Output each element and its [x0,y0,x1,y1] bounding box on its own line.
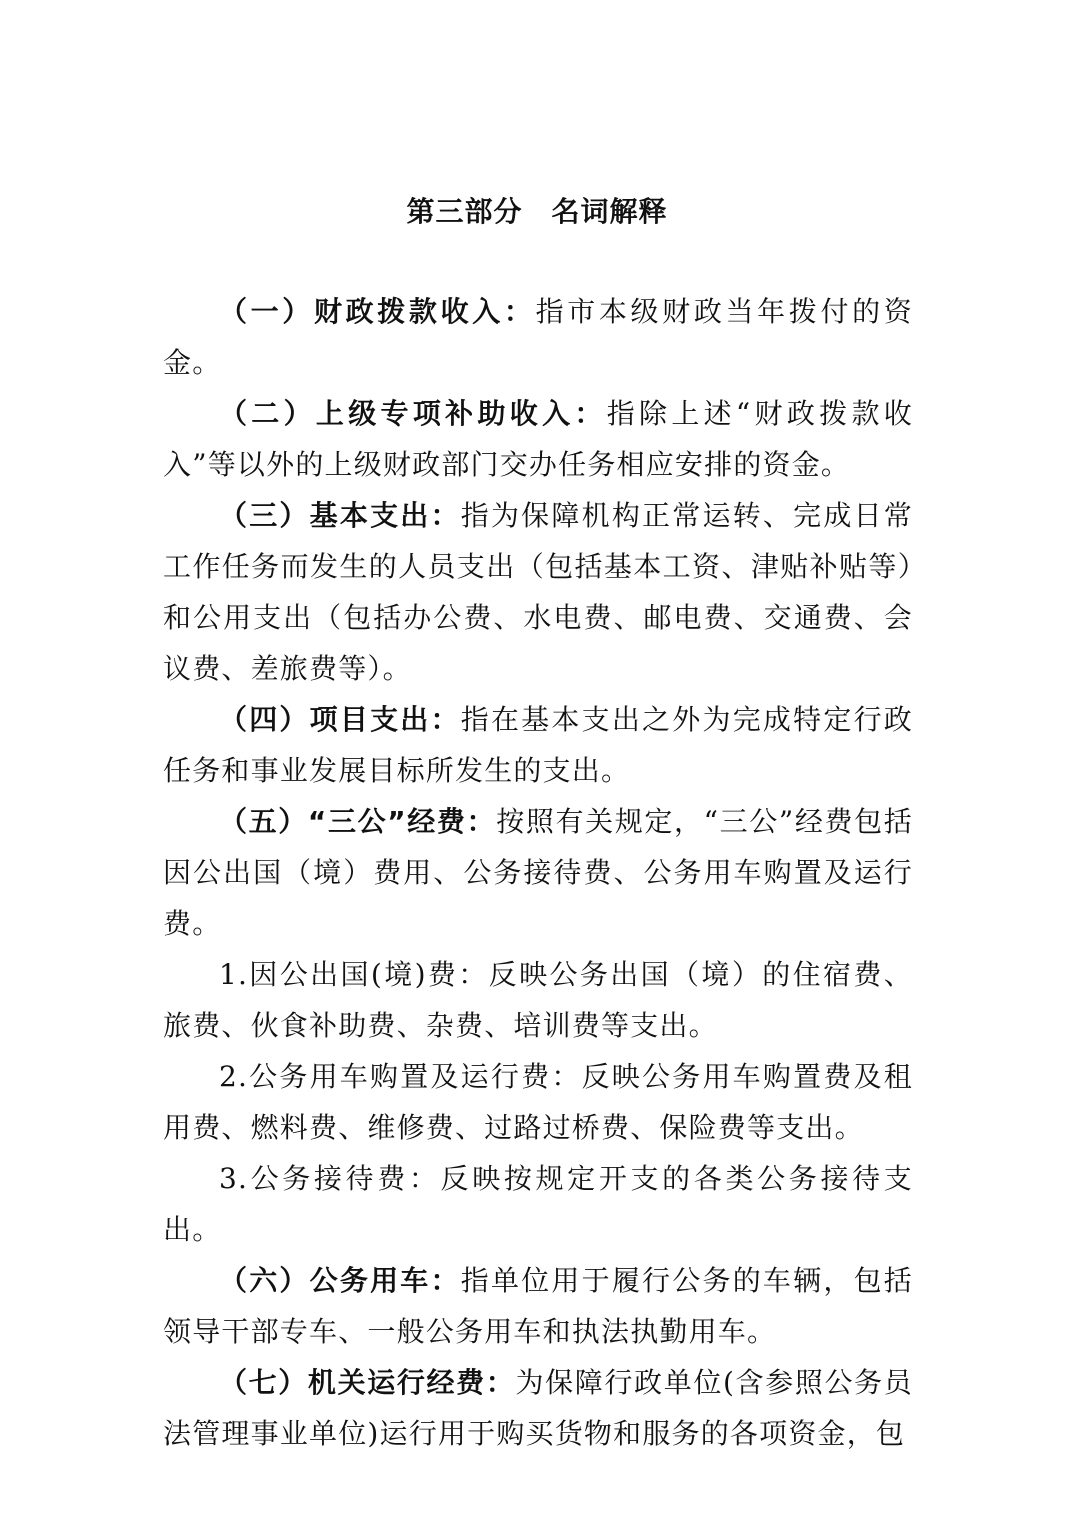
definition-paragraph [163,694,913,796]
definition-text: 指在基本支出之外为完成特定行政任务和事业发展目标所发生的支出。 [163,703,913,787]
definition-term: （二）上级专项补助收入： [219,397,607,430]
sub-item-paragraph [163,1153,913,1255]
definition-paragraph [163,490,913,694]
sub-item-paragraph [163,1051,913,1153]
definition-text: 指为保障机构正常运转、完成日常工作任务而发生的人员支出（包括基本工资、津贴补贴等）和公用支出（包括办公费、水电费、邮电费、交通费、会议费、差旅费等）。 [163,499,913,685]
sub-item-text: 3.公务接待费：反映按规定开支的各类公务接待支出。 [163,1162,913,1246]
definition-term: （三）基本支出： [219,499,461,532]
definition-term: （四）项目支出： [219,703,461,736]
definition-paragraph [163,1255,913,1357]
definition-paragraph [163,1357,913,1459]
definition-text: 指除上述“财政拨款收入”等以外的上级财政部门交办任务相应安排的资金。 [163,397,913,481]
definition-term: （七）机关运行经费： [219,1366,516,1399]
document-body [163,286,913,1459]
definition-text: 指市本级财政当年拨付的资金。 [163,295,913,379]
definition-text: 为保障行政单位(含参照公务员法管理事业单位)运行用于购买货物和服务的各项资金，包 [163,1366,913,1450]
definition-term: （五）“三公”经费： [219,805,497,838]
page-title: 第三部分 名词解释 [406,195,668,228]
definition-text: 按照有关规定，“三公”经费包括因公出国（境）费用、公务接待费、公务用车购置及运行费。 [163,805,913,940]
definition-paragraph [163,388,913,490]
definition-text: 指单位用于履行公务的车辆，包括领导干部专车、一般公务用车和执法执勤用车。 [163,1264,913,1348]
definition-paragraph [163,286,913,388]
definition-paragraph [163,796,913,949]
definition-term: （一）财政拨款收入： [219,295,536,328]
sub-item-text: 2.公务用车购置及运行费：反映公务用车购置费及租用费、燃料费、维修费、过路过桥费、保险费等支出。 [163,1060,913,1144]
sub-item-text: 1.因公出国(境)费：反映公务出国（境）的住宿费、旅费、伙食补助费、杂费、培训费等支出。 [163,958,913,1042]
definition-term: （六）公务用车： [219,1264,461,1297]
sub-item-paragraph [163,949,913,1051]
